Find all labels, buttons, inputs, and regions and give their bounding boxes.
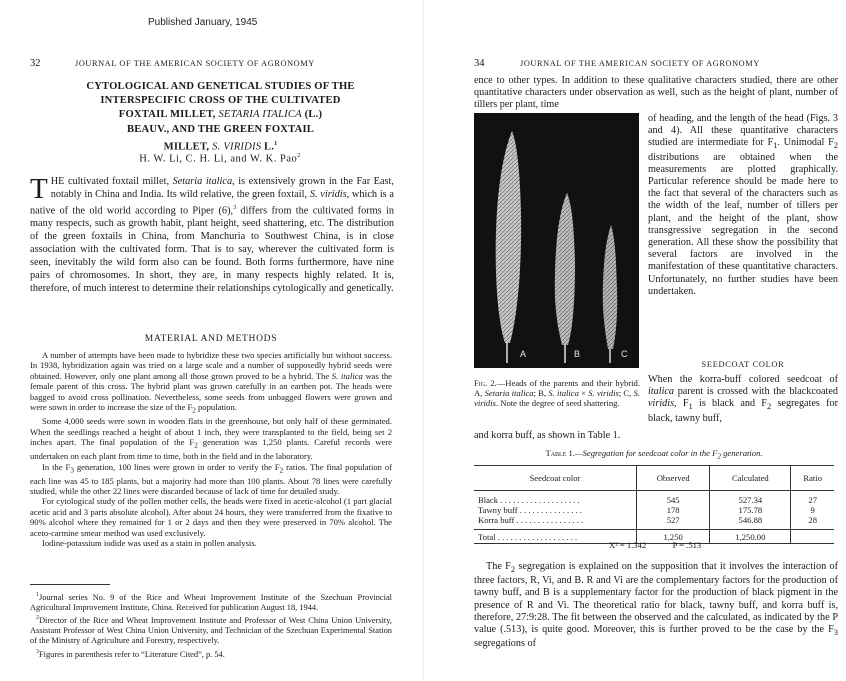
left-page	[0, 0, 422, 681]
page-number: 34	[474, 58, 485, 69]
methods-paragraph: A number of attempts have been made to hybridize these two species artificially but without success. In 1938, hybridization again was tried on a large scale and a number of supposedly hybrid seeds were obtained. However, only one plant among all those grown proved to be a hybrid. The S. italica was the female parent of this cross. The hybrid plant was grown carefully in an earthen pot. The heads were bagged to avoid cross pollination. Nevertheless, some seeds from unbagged flowers were grown and were sown in order to increase the size of the $F_2$ population.	[30, 350, 392, 415]
section-heading-seedcoat: SEEDCOAT COLOR	[701, 360, 785, 369]
section-heading-methods: MATERIAL AND METHODS	[144, 334, 278, 344]
column-header: Observed	[637, 466, 710, 491]
methods-paragraph: Some 4,000 seeds were sown in wooden flats in the greenhouse, but only half of these germinated. When the seedlings reached a height of about 1 inch, they were transplanted to the field, being set 2 inches apart. The final population of the $F_2$ generation was 1,250 plants. Careful records were undertaken on each plant from time to time, both in the field and in the laboratory.	[30, 416, 392, 462]
continued-paragraph: ence to other types. In addition to these qualitative characters studied, there are other quantitative characters under observation as well, such as the height of plant, number of tillers per plant, time	[474, 75, 838, 111]
publication-date: Published January, 1945	[148, 17, 258, 28]
side-paragraph: of heading, and the length of the head (Figs. 3 and 4). All these quantitative characters studied are intermediate for $F_1$. Unimodal $F_2$ distributions are obtained when the measurements are plotted graphically. Particular reference should be made here to the fact that several of the characters such as the width of the leaf, number of tillers per plant, and the height of the plant, show transgressive segregation in the second generation. All these show the possibility that several factors are involved in the manifestation of these quantitative characters. Unfortunately, no further studies have been undertaken.	[648, 113, 838, 297]
methods-paragraph: In the $F_3$ generation, 100 lines were grown in order to verify the $F_2$ ratios. The final population of each line was 45 to 185 plants, but a majority had more than 100 plants. About 78 lines were carefully studied, while the other 22 lines were discarded because of lack of time for detailed study.	[30, 461, 393, 497]
author-list: H. W. Li, C. H. Li, and W. K. Pao$^2$	[139, 153, 301, 165]
chi-square-stats	[609, 540, 809, 550]
figure-caption: Fig. 2.—Heads of the parents and their hybrid. A, Setaria italica; B, S. italica × S. viridis; C, S. viridis. Note the degree of seed shattering.	[474, 378, 640, 409]
figure-label-a: A	[520, 349, 527, 359]
chi-square-value: X² = 1.342	[609, 540, 647, 550]
seedcoat-paragraph: When the korra-buff colored seedcoat of italica parent is crossed with the blackcoated viridis, $F_1$ is black and $F_2$ segregates for black, tawny buff,	[648, 374, 839, 424]
table-row: Black . . . . . . . . . . . . . . . . . . . 545 527.34 27	[474, 495, 834, 505]
footnote-rule	[30, 584, 110, 585]
figure-label-b: B	[574, 349, 581, 359]
seedcoat-paragraph-continued: and korra buff, as shown in Table 1.	[474, 430, 621, 441]
running-head: JOURNAL OF THE AMERICAN SOCIETY OF AGRONOMY	[75, 59, 315, 68]
explanation-paragraph: The $F_2$ segregation is explained on the supposition that it involves the interaction of three factors, R, Vi, and B. R and Vi are the complementary factors for the production of tawny buff, and B is a supplementary factor for the production of black pigment in the presence of R and Vi. The theoretical ratio for black, tawny buff, and korra buff is, therefore, 27:9:28. The fit between the observed and the calculated, as indicated by the P value (.513), is quite good. Moreover, this is further proved to be the case by the $F_3$ segregations of	[474, 561, 838, 650]
column-header: Calculated	[710, 466, 791, 491]
footnotes	[30, 590, 392, 660]
drop-cap: T	[30, 173, 48, 205]
page-number: 32	[30, 58, 41, 69]
running-head: JOURNAL OF THE AMERICAN SOCIETY OF AGRONOMY	[520, 59, 760, 68]
table-row: Korra buff . . . . . . . . . . . . . . . . 527 546.88 28	[474, 515, 834, 525]
methods-text	[30, 350, 392, 548]
table-title: Table 1.—Segregation for seedcoat color in the $F_2$ generation.	[545, 448, 763, 461]
segregation-table	[474, 465, 834, 544]
figure-photo	[474, 113, 639, 368]
column-header: Ratio	[791, 466, 834, 491]
column-header: Seedcoat color	[474, 466, 637, 491]
footnote: $^3$Figures in parenthesis refer to “Literature Cited”, p. 54.	[36, 648, 225, 659]
intro-paragraph: THE cultivated foxtail millet, Setaria italica, is extensively grown in the Far East, notably in China and India. Its wild relative, the green foxtail, S. viridis, which is a native of the old world according to Piper (6),$^3$ differs from the cultivated forms in many respects, such as growth habit, plant height, seed shattering, etc. The distribution of the green foxtails in China, from Manchuria to Southwest China, is in close association with the cultivated form. That is to say, wherever the cultivated form is seen, inevitably the wild form also can be found. Both forms furthermore, have nine pairs of chromosomes. In short, they are, in many respects highly related. It is, therefore, of much interest to determine their relationships cytologically and genetically.	[30, 173, 395, 294]
methods-paragraph: For cytological study of the pollen mother cells, the heads were fixed in acetic-alcohol (1 part glacial acetic acid and 3 parts absolute alcohol). After about 24 hours, they were transferred from the fixative to 90% alcohol where they remained for 1 or 2 days and then they were preserved in 70% alcohol. The aceto-carmine smear method was used exclusively.	[30, 496, 392, 538]
footnote: $^2$Director of the Rice and Wheat Improvement Institute and Professor of West China Union University, Assistant Professor of West China Union University, and Technician of the Szechuan Experimental Station of the Ministry of Agriculture and Forestry, respectively.	[30, 615, 392, 646]
table-row: Tawny buff . . . . . . . . . . . . . . . 178 175.78 9	[474, 505, 834, 515]
figure-label-c: C	[621, 349, 628, 359]
foxtail-heads-image	[474, 113, 639, 368]
p-value: P = .513	[672, 540, 702, 550]
right-page	[424, 0, 846, 681]
article-title: CYTOLOGICAL AND GENETICAL STUDIES OF THE INTERSPECIFIC CROSS OF THE CULTIVATED FOXTAIL MILLET, SETARIA ITALICA (L.) BEAUV., AND THE GREEN FOXTAIL MILLET, S. VIRIDIS L.$^1$	[86, 81, 355, 153]
table-total-row: Total . . . . . . . . . . . . . . . . . . . 1,250 1,250.00	[474, 530, 834, 544]
table-header-row	[474, 466, 834, 491]
footnote: $^1$Journal series No. 9 of the Rice and Wheat Improvement Institute of the Szechuan Provincial Agricultural Improvement Institute, China. Received for publication August 18, 1944.	[30, 592, 392, 612]
methods-paragraph: Iodine-potassium iodide was used as a stain in pollen analysis.	[42, 538, 257, 549]
